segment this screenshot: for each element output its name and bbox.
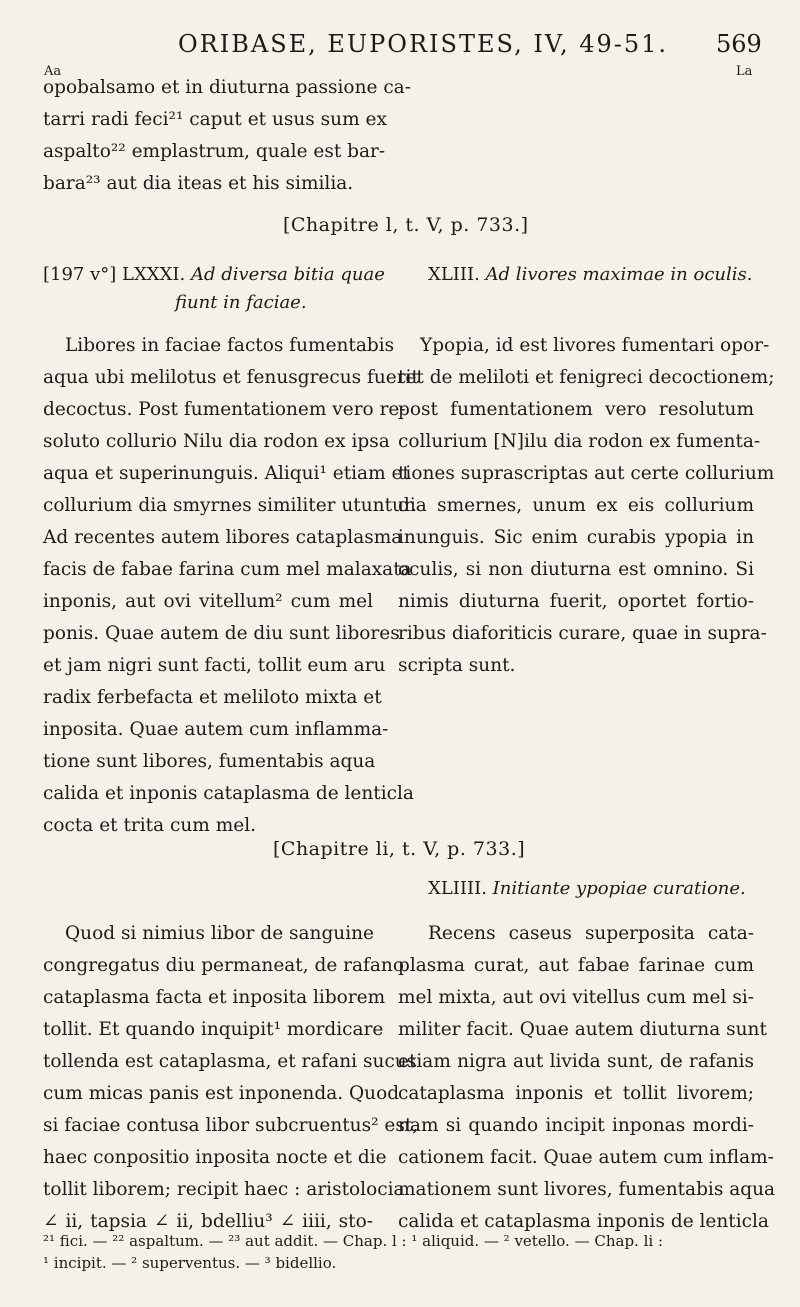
text-line: inponis, aut ovi vitellum² cum mel: [43, 591, 373, 612]
text-line: soluto collurio Nilu dia rodon ex ipsa: [43, 431, 390, 452]
left-paragraph-1: [43, 330, 419, 842]
text-line: radix ferbefacta et meliloto mixta et: [43, 687, 382, 708]
text-line: post fumentationem vero resolutum: [398, 399, 754, 420]
footnote-line: ²¹ fici. — ²² aspaltum. — ²³ aut addit. — Chap. l : ¹ aliquid. — ² vetello. — Chap. li :: [43, 1232, 663, 1250]
text-line: bara²³ aut dia iteas et his similia.: [43, 173, 354, 194]
section-ref: [197 v°] LXXXI.: [43, 264, 186, 285]
text-line: collurium dia smyrnes similiter utuntur.: [43, 495, 417, 516]
text-line: tollit liborem; recipit haec : aristolocia: [43, 1179, 405, 1200]
section-heading-left-1-line2: [175, 292, 307, 313]
right-paragraph-2: [398, 918, 776, 1238]
text-line: plasma curat, aut fabae farinae cum: [398, 955, 754, 976]
left-margin-tag: Aa: [44, 64, 62, 79]
text-line: decoctus. Post fumentationem vero re-: [43, 399, 406, 420]
text-line: Libores in faciae factos fumentabis: [65, 335, 395, 356]
text-line: mel mixta, aut ovi vitellus cum mel si-: [398, 987, 754, 1008]
text-line: cataplasma facta et inposita liborem: [43, 987, 386, 1008]
text-line: tarri radi feci²¹ caput et usus sum ex: [43, 109, 387, 130]
text-line: facis de fabae farina cum mel malaxata: [43, 559, 412, 580]
text-line: inposita. Quae autem cum inflamma-: [43, 719, 389, 740]
text-line: oculis, si non diuturna est omnino. Si: [398, 559, 754, 580]
text-line: et jam nigri sunt facti, tollit eum aru: [43, 655, 386, 676]
text-line: tet de meliloti et fenigreci decoctionem;: [398, 367, 775, 388]
section-heading-right-1: [428, 264, 752, 285]
text-line: calida et cataplasma inponis de lenticla: [398, 1211, 769, 1232]
text-line: cataplasma inponis et tollit livorem;: [398, 1083, 754, 1104]
text-line: opobalsamo et in diuturna passione ca-: [43, 77, 411, 98]
text-line: ponis. Quae autem de diu sunt libores: [43, 623, 400, 644]
running-header: [0, 30, 800, 64]
text-line: scripta sunt.: [398, 655, 516, 676]
text-line: aqua ubi melilotus et fenusgrecus fuerit: [43, 367, 419, 388]
text-line: mationem sunt livores, fumentabis aqua: [398, 1179, 776, 1200]
text-line: Recens caseus superposita cata-: [428, 923, 754, 944]
text-line: tollit. Et quando inquipit¹ mordicare: [43, 1019, 384, 1040]
text-line: militer facit. Quae autem diuturna sunt: [398, 1019, 767, 1040]
text-line: si faciae contusa libor subcruentus² est,: [43, 1115, 419, 1136]
text-line: dia smernes, unum ex eis collurium: [398, 495, 754, 516]
text-line: nam si quando incipit inponas mordi-: [398, 1115, 754, 1136]
text-line: ribus diaforiticis curare, quae in supra-: [398, 623, 767, 644]
text-line: aspalto²² emplastrum, quale est bar-: [43, 141, 386, 162]
section-title: Initiante ypopiae curatione.: [492, 878, 746, 899]
section-title-cont: fiunt in faciae.: [175, 292, 307, 313]
footnote-line: ¹ incipit. — ² superventus. — ³ bidellio.: [43, 1254, 337, 1272]
text-line: ∠ ii, tapsia ∠ ii, bdelliu³ ∠ iiii, sto-: [43, 1211, 373, 1232]
text-line: aqua et superinunguis. Aliqui¹ etiam et: [43, 463, 410, 484]
text-line: Quod si nimius libor de sanguine: [65, 923, 374, 944]
text-line: calida et inponis cataplasma de lenticla: [43, 783, 414, 804]
chapter-heading-li: [Chapitre li, t. V, p. 733.]: [273, 838, 526, 860]
section-ref: XLIII.: [428, 264, 480, 285]
text-line: cocta et trita cum mel.: [43, 815, 256, 836]
text-line: Ypopia, id est livores fumentari opor-: [420, 335, 770, 356]
text-line: tollenda est cataplasma, et rafani sucus: [43, 1051, 417, 1072]
section-heading-left-1: [43, 264, 385, 285]
text-line: haec conpositio inposita nocte et die: [43, 1147, 387, 1168]
text-line: congregatus diu permaneat, de rafano: [43, 955, 404, 976]
text-line: tione sunt libores, fumentabis aqua: [43, 751, 376, 772]
text-line: cationem facit. Quae autem cum inflam-: [398, 1147, 774, 1168]
section-title: Ad diversa bitia quae: [190, 264, 385, 285]
chapter-heading-l: [Chapitre l, t. V, p. 733.]: [283, 214, 529, 236]
right-margin-tag: La: [736, 64, 753, 79]
top-left-paragraph: [43, 72, 411, 200]
left-paragraph-2: [43, 918, 419, 1238]
text-line: tiones suprascriptas aut certe collurium: [398, 463, 775, 484]
text-line: cum micas panis est inponenda. Quod: [43, 1083, 400, 1104]
section-title: Ad livores maximae in oculis.: [485, 264, 753, 285]
footnotes: [43, 1230, 755, 1274]
running-title: ORIBASE, EUPORISTES, IV, 49-51.: [178, 30, 669, 58]
text-line: etiam nigra aut livida sunt, de rafanis: [398, 1051, 754, 1072]
section-heading-right-2: [428, 878, 746, 899]
section-ref: XLIIII.: [428, 878, 487, 899]
right-paragraph-1: [398, 330, 775, 682]
text-line: inunguis. Sic enim curabis ypopia in: [398, 527, 754, 548]
text-line: nimis diuturna fuerit, oportet fortio-: [398, 591, 754, 612]
text-line: Ad recentes autem libores cataplasma: [43, 527, 403, 548]
page-number: 569: [716, 30, 762, 58]
text-line: collurium [N]ilu dia rodon ex fumenta-: [398, 431, 761, 452]
